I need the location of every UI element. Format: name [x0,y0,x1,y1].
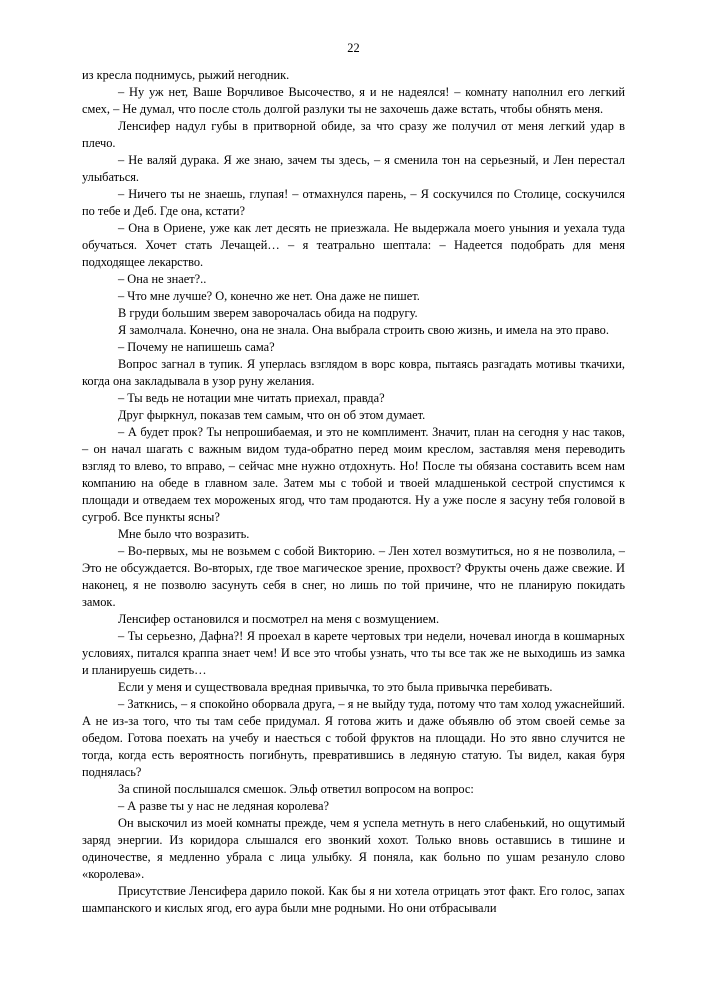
paragraph: – А будет прок? Ты непрошибаемая, и это не комплимент. Значит, план на сегодня у нас таков, – он начал шагать с важным видом туда-обратно перед моим креслом, заставляя меня переводить взгляд то влево, то вправо, – сейчас мне нужно отдохнуть. Но! После ты обязана составить всем нам компанию на обеде в главном зале. Затем мы с тобой и твоей младшенькой сестрой спустимся к площади и отведаем тех мороженых ягод, что там продаются. Ну а уже после я засуну тебя головой в сугроб. Все пункты ясны? [82,425,625,524]
paragraph: – Не валяй дурака. Я же знаю, зачем ты здесь, – я сменила тон на серьезный, и Лен перестал улыбаться. [82,153,625,184]
paragraph: – Заткнись, – я спокойно оборвала друга, – я не выйду туда, потому что там холод ужаснейший. А не из-за того, что ты там себе придумал. Я готова жить и даже объявлю об этом своей семье за обедом. Готова поехать на учебу и наесться с тобой фруктов на площади. Но это явно случится не тогда, когда есть вероятность погибнуть, превратившись в ледяную статую. Ты видел, какая буря поднялась? [82,697,625,779]
paragraph: – Ну уж нет, Ваше Ворчливое Высочество, я и не надеялся! – комнату наполнил его легкий смех, – Не думал, что после столь долгой разлуки ты не захочешь даже встать, чтобы обнять меня. [82,85,625,116]
paragraph: – Во-первых, мы не возьмем с собой Викторию. – Лен хотел возмутиться, но я не позволила, – Это не обсуждается. Во-вторых, где твое магическое зрение, прохвост? Фрукты очень даже свежие. И наконец, я не позволю засунуть себя в снег, но лишь по той причине, что не планирую покидать замок. [82,544,625,609]
paragraph: В груди большим зверем заворочалась обида на подругу. [118,306,418,320]
paragraph: – Ты серьезно, Дафна?! Я проехал в карете чертовых три недели, ночевал иногда в кошмарных условиях, питался краппа знает чем! И все это чтобы узнать, что ты все так же не выходишь из замка и планируешь сидеть… [82,629,625,677]
paragraph: – Что мне лучше? О, конечно же нет. Она даже не пишет. [118,289,420,303]
paragraph: из кресла поднимусь, рыжий негодник. [82,68,290,82]
page-number: 22 [347,41,360,55]
paragraph: Если у меня и существовала вредная привычка, то это была привычка перебивать. [118,680,553,694]
paragraph: За спиной послышался смешок. Эльф ответил вопросом на вопрос: [118,782,474,796]
paragraph: Присутствие Ленсифера дарило покой. Как бы я ни хотела отрицать этот факт. Его голос, запах шампанского и кислых ягод, его аура были мне родными. Но они отбрасывали [82,884,625,915]
paragraph: Друг фыркнул, показав тем самым, что он об этом думает. [118,408,426,422]
paragraph: – Почему не напишешь сама? [118,340,275,354]
paragraph: Ленсифер остановился и посмотрел на меня с возмущением. [118,612,440,626]
paragraph: Вопрос загнал в тупик. Я уперлась взглядом в ворс ковра, пытаясь разгадать мотивы ткачихи, когда она закладывала в узор руну желания. [82,357,625,388]
paragraph: Он выскочил из моей комнаты прежде, чем я успела метнуть в него слабенький, но ощутимый заряд энергии. Из коридора слышался его звонкий хохот. Только вновь оставшись в тишине и одиночестве, я медленно убрала с лица улыбку. Я поняла, как больно по ушам резануло слово «королева». [82,816,625,881]
paragraph: – Она в Ориене, уже как лет десять не приезжала. Не выдержала моего уныния и уехала туда обучаться. Хочет стать Лечащей… – я театрально шептала: – Надеется подобрать для меня подходящее лекарство. [82,221,625,269]
paragraph: Ленсифер надул губы в притворной обиде, за что сразу же получил от меня легкий удар в плечо. [82,119,625,150]
paragraph: – А разве ты у нас не ледяная королева? [118,799,330,813]
paragraph: – Ничего ты не знаешь, глупая! – отмахнулся парень, – Я соскучился по Столице, соскучился по тебе и Деб. Где она, кстати? [82,187,625,218]
text-body [82,67,625,917]
paragraph: – Она не знает?.. [118,272,207,286]
paragraph: Мне было что возразить. [118,527,250,541]
paragraph: Я замолчала. Конечно, она не знала. Она выбрала строить свою жизнь, и имела на это право. [118,323,609,337]
paragraph: – Ты ведь не нотации мне читать приехал, правда? [118,391,385,405]
